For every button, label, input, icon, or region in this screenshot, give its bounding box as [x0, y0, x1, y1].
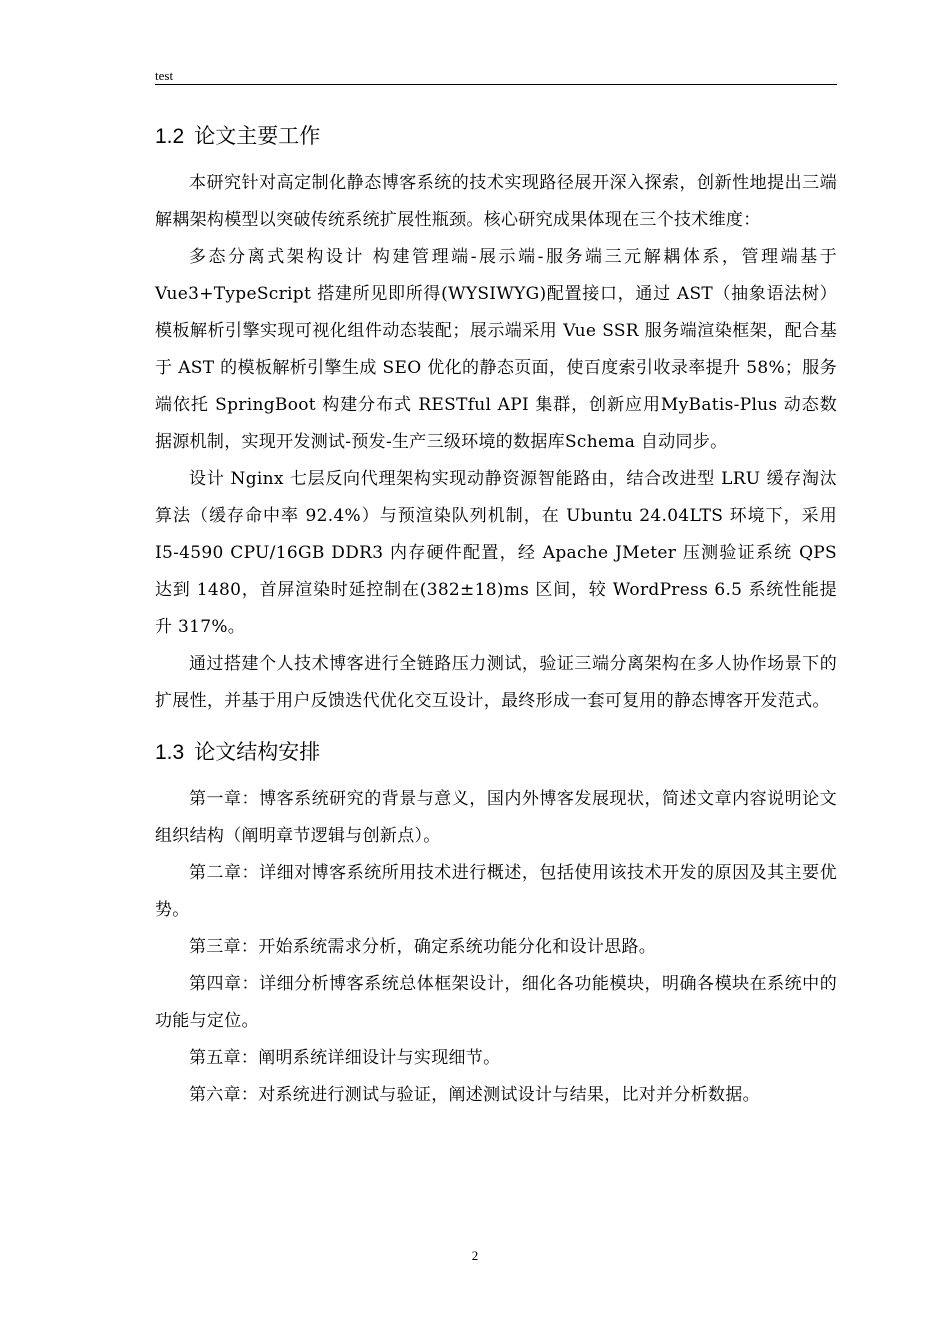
page-content	[155, 118, 837, 1114]
section-1-3	[155, 734, 837, 1114]
paragraph: 第一章：博客系统研究的背景与意义，国内外博客发展现状，简述文章内容说明论文组织结构（阐明章节逻辑与创新点）。	[155, 789, 837, 846]
paragraph: 第三章：开始系统需求分析，确定系统功能分化和设计思路。	[189, 937, 657, 957]
page-number: 2	[471, 1248, 479, 1263]
paragraph: 第四章：详细分析博客系统总体框架设计，细化各功能模块，明确各模块在系统中的功能与定位。	[155, 974, 837, 1031]
paragraph: 多态分离式架构设计 构建管理端-展示端-服务端三元解耦体系，管理端基于Vue3+TypeScript 搭建所见即所得(WYSIWYG)配置接口，通过 AST（抽象语法树）模板解析引擎实现可视化组件动态装配；展示端采用 Vue SSR 服务端渲染框架，配合基于 AST 的模板解析引擎生成 SEO 优化的静态页面，使百度索引收录率提升 58%；服务端依托 SpringBoot 构建分布式 RESTful API 集群，创新应用MyBatis-Plus 动态数据源机制，实现开发测试-预发-生产三级环境的数据库Schema 自动同步。	[155, 247, 837, 452]
section-1-2	[155, 118, 837, 720]
paragraph: 第六章：对系统进行测试与验证，阐述测试设计与结果，比对并分析数据。	[189, 1085, 760, 1105]
paragraph: 第二章：详细对博客系统所用技术进行概述，包括使用该技术开发的原因及其主要优势。	[155, 863, 837, 920]
section-number: 1.3	[155, 741, 185, 764]
section-heading	[155, 734, 837, 771]
paragraph: 本研究针对高定制化静态博客系统的技术实现路径展开深入探索，创新性地提出三端解耦架构模型以突破传统系统扩展性瓶颈。核心研究成果体现在三个技术维度：	[155, 173, 837, 230]
paragraph: 设计 Nginx 七层反向代理架构实现动静资源智能路由，结合改进型 LRU 缓存淘汰算法（缓存命中率 92.4%）与预渲染队列机制，在 Ubuntu 24.04LTS 环境下，采用 I5-4590 CPU/16GB DDR3 内存硬件配置，经 Apache JMeter 压测验证系统 QPS 达到 1480，首屏渲染时延控制在(382±18)ms 区间，较 WordPress 6.5 系统性能提升 317%。	[155, 469, 837, 637]
section-number: 1.2	[155, 125, 185, 148]
section-title: 论文结构安排	[194, 740, 321, 764]
section-title: 论文主要工作	[194, 124, 321, 148]
running-header: test	[155, 68, 837, 85]
paragraph: 通过搭建个人技术博客进行全链路压力测试，验证三端分离架构在多人协作场景下的扩展性，并基于用户反馈迭代优化交互设计，最终形成一套可复用的静态博客开发范式。	[155, 654, 837, 711]
section-heading	[155, 118, 837, 155]
paragraph: 第五章：阐明系统详细设计与实现细节。	[189, 1048, 501, 1068]
